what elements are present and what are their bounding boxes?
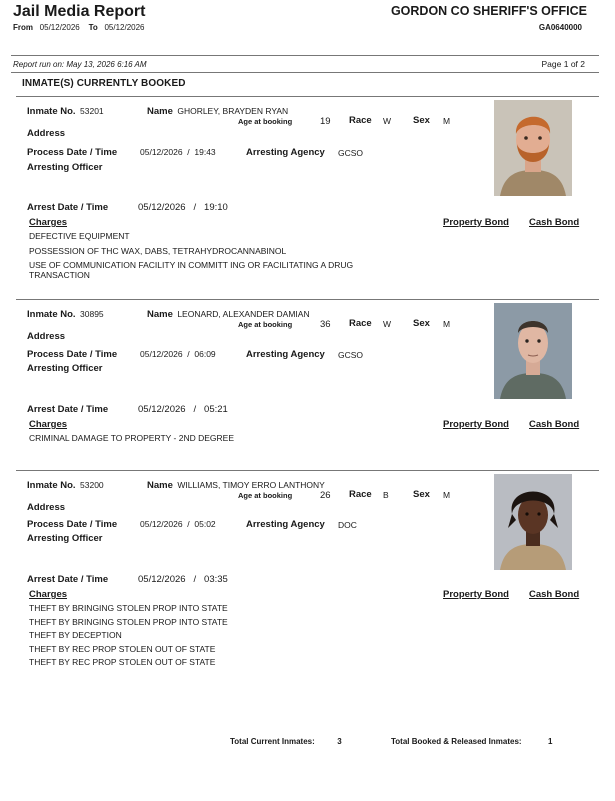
arrest-value	[138, 202, 228, 213]
charge-item: THEFT BY REC PROP STOLEN OUT OF STATE	[29, 644, 216, 654]
total-current-inmates	[230, 737, 342, 746]
race-value: W	[383, 319, 392, 329]
property-bond-header: Property Bond	[443, 419, 509, 430]
separator: /	[193, 202, 197, 213]
from-date: 05/12/2026	[39, 23, 80, 32]
sex-label: Sex	[413, 115, 430, 126]
age-label: Age at booking	[238, 320, 293, 329]
total-current-label: Total Current Inmates:	[230, 737, 315, 746]
arrest-date: 05/12/2026	[138, 202, 186, 213]
separator: /	[193, 404, 197, 415]
name-label: Name	[147, 106, 173, 117]
agency-name: GORDON CO SHERIFF'S OFFICE	[390, 4, 587, 18]
charge-item: THEFT BY BRINGING STOLEN PROP INTO STATE	[29, 617, 228, 627]
age-label: Age at booking	[238, 117, 293, 126]
arrest-label: Arrest Date / Time	[27, 574, 109, 585]
inmate-no-label: Inmate No.	[27, 309, 76, 320]
property-bond-header: Property Bond	[443, 589, 509, 600]
arrest-time: 03:35	[204, 574, 228, 585]
separator: /	[187, 147, 190, 157]
sex-label: Sex	[413, 489, 430, 500]
inmate-no-label: Inmate No.	[27, 480, 76, 491]
process-value	[140, 147, 216, 157]
inmate-no-field	[27, 304, 104, 322]
charges-header: Charges	[29, 217, 68, 228]
section-divider	[11, 72, 599, 73]
sex-label: Sex	[413, 318, 430, 329]
arresting-officer-label: Arresting Officer	[27, 162, 103, 173]
process-time: 06:09	[194, 349, 216, 359]
inmate-divider	[16, 470, 599, 471]
from-label: From	[13, 23, 33, 32]
name-label: Name	[147, 480, 173, 491]
header-divider	[11, 55, 599, 56]
process-value	[140, 519, 216, 529]
total-current-value: 3	[337, 737, 342, 746]
charge-item: DEFECTIVE EQUIPMENT	[29, 231, 130, 241]
name-value: LEONARD, ALEXANDER DAMIAN	[177, 309, 310, 319]
arrest-time: 19:10	[204, 202, 228, 213]
race-label: Race	[349, 115, 372, 126]
inmate-divider	[16, 299, 599, 300]
process-date: 05/12/2026	[140, 349, 183, 359]
charge-item: THEFT BY REC PROP STOLEN OUT OF STATE	[29, 657, 216, 667]
arrest-date: 05/12/2026	[138, 404, 186, 415]
arresting-agency-value: DOC	[338, 520, 357, 530]
process-date: 05/12/2026	[140, 147, 183, 157]
race-label: Race	[349, 318, 372, 329]
arrest-value	[138, 574, 228, 585]
address-label: Address	[27, 128, 66, 139]
arrest-label: Arrest Date / Time	[27, 404, 109, 415]
arrest-label: Arrest Date / Time	[27, 202, 109, 213]
arresting-agency-value: GCSO	[338, 350, 364, 360]
process-label: Process Date / Time	[27, 519, 118, 530]
process-label: Process Date / Time	[27, 349, 118, 360]
charge-item: CRIMINAL DAMAGE TO PROPERTY - 2ND DEGREE	[29, 433, 234, 443]
inmate-no-value: 53201	[80, 106, 104, 116]
page-number: Page 1 of 2	[541, 59, 585, 69]
arresting-agency-label: Arresting Agency	[246, 519, 325, 530]
charge-item: USE OF COMMUNICATION FACILITY IN COMMITT ING OR FACILITATING A DRUG TRANSACTION	[29, 260, 354, 280]
charge-item: THEFT BY BRINGING STOLEN PROP INTO STATE	[29, 603, 228, 613]
report-title: Jail Media Report	[13, 3, 146, 20]
age-value: 26	[320, 490, 331, 501]
inmate-no-value: 30895	[80, 309, 104, 319]
sex-value: M	[443, 319, 451, 329]
report-run-on: Report run on: May 13, 2026 6:16 AM	[13, 60, 147, 69]
inmate-no-field	[27, 475, 104, 493]
process-time: 05:02	[194, 519, 216, 529]
agency-ori: GA0640000	[538, 23, 582, 32]
inmate-no-value: 53200	[80, 480, 104, 490]
inmate-no-label: Inmate No.	[27, 106, 76, 117]
to-label: To	[88, 23, 98, 32]
charge-item: POSSESSION OF THC WAX, DABS, TETRAHYDROCANNABINOL	[29, 246, 287, 256]
charges-header: Charges	[29, 589, 68, 600]
address-label: Address	[27, 331, 66, 342]
date-range	[13, 23, 145, 32]
name-field	[147, 475, 325, 493]
arresting-agency-label: Arresting Agency	[246, 147, 325, 158]
to-date: 05/12/2026	[104, 23, 145, 32]
race-value: B	[383, 490, 389, 500]
process-value	[140, 349, 216, 359]
separator: /	[187, 349, 190, 359]
cash-bond-header: Cash Bond	[529, 419, 580, 430]
total-released-value: 1	[548, 737, 553, 746]
sex-value: M	[443, 490, 451, 500]
inmate-divider	[16, 96, 599, 97]
inmate-no-field	[27, 101, 104, 119]
arrest-date: 05/12/2026	[138, 574, 186, 585]
arresting-agency-label: Arresting Agency	[246, 349, 325, 360]
total-booked-released	[391, 737, 552, 746]
separator: /	[193, 574, 197, 585]
race-value: W	[383, 116, 392, 126]
arrest-time: 05:21	[204, 404, 228, 415]
address-label: Address	[27, 502, 66, 513]
name-label: Name	[147, 309, 173, 320]
age-label: Age at booking	[238, 491, 293, 500]
process-time: 19:43	[194, 147, 216, 157]
separator: /	[187, 519, 190, 529]
process-label: Process Date / Time	[27, 147, 118, 158]
mugshot-photo	[494, 303, 572, 399]
cash-bond-header: Cash Bond	[529, 589, 580, 600]
arrest-value	[138, 404, 228, 415]
race-label: Race	[349, 489, 372, 500]
cash-bond-header: Cash Bond	[529, 217, 580, 228]
total-released-label: Total Booked & Released Inmates:	[391, 737, 522, 746]
charge-item: THEFT BY DECEPTION	[29, 630, 122, 640]
mugshot-photo	[494, 474, 572, 570]
property-bond-header: Property Bond	[443, 217, 509, 228]
arresting-agency-value: GCSO	[338, 148, 364, 158]
process-date: 05/12/2026	[140, 519, 183, 529]
arresting-officer-label: Arresting Officer	[27, 363, 103, 374]
mugshot-photo	[494, 100, 572, 196]
age-value: 19	[320, 116, 331, 127]
arresting-officer-label: Arresting Officer	[27, 533, 103, 544]
charges-header: Charges	[29, 419, 68, 430]
name-value: WILLIAMS, TIMOY ERRO LANTHONY	[177, 480, 325, 490]
sex-value: M	[443, 116, 451, 126]
name-value: GHORLEY, BRAYDEN RYAN	[177, 106, 289, 116]
age-value: 36	[320, 319, 331, 330]
section-title: INMATE(S) CURRENTLY BOOKED	[22, 78, 186, 89]
